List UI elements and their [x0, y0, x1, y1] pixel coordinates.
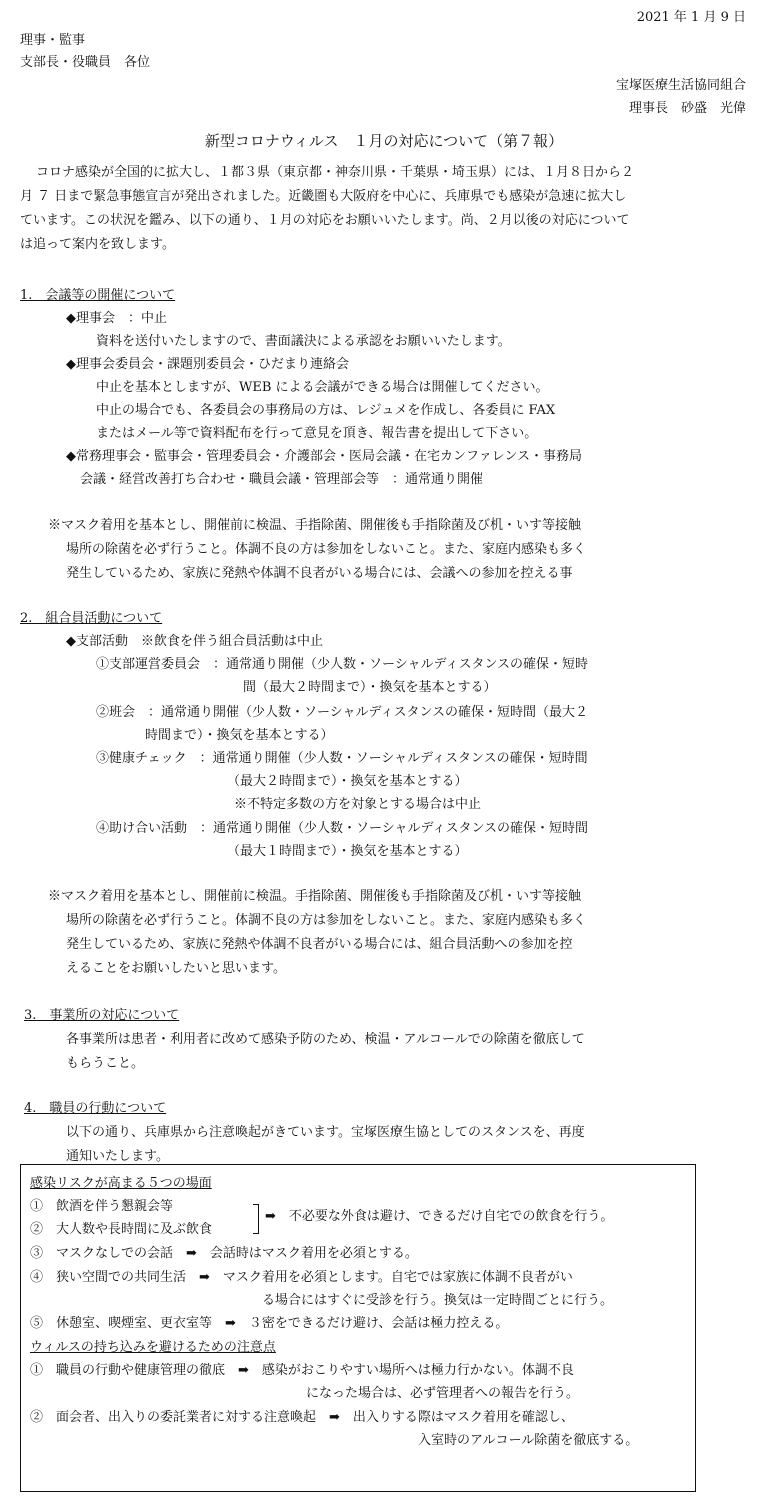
- box-precaution-item: ① 職員の行動や健康管理の徹底 ➡ 感染がおこりやすい場所へは極力行かない。体調不良: [30, 1363, 574, 1378]
- box-risk-item: ③ マスクなしでの会話 ➡ 会話時はマスク着用を必須とする。: [30, 1246, 418, 1261]
- section-3-line: 各事業所は患者・利用者に改めて感染予防のため、検温・アルコールでの除菌を徹底して: [66, 1032, 585, 1047]
- box-heading-precautions: ウィルスの持ち込みを避けるための注意点: [30, 1340, 276, 1355]
- section-2-line: （最大１時間まで）・換気を基本とする）: [227, 844, 468, 859]
- bracket-icon: [253, 1204, 259, 1234]
- recipient-line-2: 支部長・役職員 各位: [20, 55, 151, 70]
- section-1-line: 会議・経営改善打ち合わせ・職員会議・管理部会等 ：通常通り開催: [80, 472, 484, 487]
- section-4-line: 以下の通り、兵庫県から注意喚起がきています。宝塚医療生協としてのスタンスを、再度: [66, 1125, 585, 1140]
- section-2-line: 時間まで）・換気を基本とする）: [145, 728, 334, 743]
- section-2-note: 発生しているため、家族に発熱や体調不良者がいる場合には、組合員活動への参加を控: [66, 937, 573, 952]
- section-1-heading: 1. 会議等の開催について: [20, 288, 176, 303]
- box-risk-item: ② 大人数や長時間に及ぶ飲食: [30, 1222, 213, 1237]
- section-1-line: ◆常務理事会・監事会・管理委員会・介護部会・医局会議・在宅カンファレンス・事務局: [66, 449, 583, 464]
- section-2-line: ◆支部活動 ※飲食を伴う組合員活動は中止: [66, 634, 323, 649]
- section-2-line: 間（最大２時間まで）・換気を基本とする）: [243, 680, 497, 695]
- recipient-line-1: 理事・監事: [20, 33, 86, 48]
- section-1-note: 発生しているため、家族に発熱や体調不良者がいる場合には、会議への参加を控える事: [66, 566, 573, 581]
- section-3-heading: 3. 事業所の対応について: [24, 1008, 180, 1023]
- section-4-line: 通知いたします。: [66, 1149, 169, 1164]
- section-2-line: （最大２時間まで）・換気を基本とする）: [227, 774, 468, 789]
- section-2-line: ④助け合い活動 ：通常通り開催（少人数・ソーシャルディスタンスの確保・短時間: [96, 821, 589, 836]
- section-4-heading: 4. 職員の行動について: [24, 1101, 167, 1116]
- intro-line: 月 ７ 日まで緊急事態宣言が発出されました。近畿圏も大阪府を中心に、兵庫県でも感染が急速に拡大し: [20, 189, 627, 204]
- section-2-note: 場所の除菌を必ず行うこと。体調不良の方は参加をしないこと。また、家庭内感染も多く: [66, 913, 587, 928]
- section-1-line: またはメール等で資料配布を行って意見を頂き、報告書を提出して下さい。: [96, 426, 538, 441]
- box-risk-item: ④ 狭い空間での共同生活 ➡ マスク着用を必須とします。自宅では家族に体調不良者がい: [30, 1270, 573, 1285]
- box-risk-item: ⑤ 休憩室、喫煙室、更衣室等 ➡ ３密をできるだけ避け、会話は極力控える。: [30, 1316, 509, 1331]
- box-precaution-item-continued: になった場合は、必ず管理者への報告を行う。: [306, 1386, 580, 1401]
- section-1-line: 中止を基本としますが、WEB による会議ができる場合は開催してください。: [96, 380, 549, 395]
- box-risk-action: ➡ 不必要な外食は避け、できるだけ自宅での飲食を行う。: [265, 1209, 614, 1224]
- section-1-line: ◆理事会 ：中止: [66, 311, 167, 326]
- document-date: 2021 年 1 月 9 日: [636, 10, 746, 25]
- sender-organization: 宝塚医療生活協同組合: [615, 78, 746, 93]
- intro-line: は追って案内を致します。: [20, 237, 175, 252]
- box-precaution-item: ② 面会者、出入りの委託業者に対する注意喚起 ➡ 出入りする際はマスク着用を確認し、: [30, 1410, 574, 1425]
- section-2-note: ※マスク着用を基本とし、開催前に検温。手指除菌、開催後も手指除菌及び机・いす等接触: [48, 889, 582, 904]
- section-1-line: 資料を送付いたしますので、書面議決による承認をお願いいたします。: [96, 334, 511, 349]
- section-2-line: ②班会 ：通常通り開催（少人数・ソーシャルディスタンスの確保・短時間（最大２: [96, 705, 589, 720]
- section-1-line: 中止の場合でも、各委員会の事務局の方は、レジュメを作成し、各委員に FAX: [96, 403, 556, 418]
- section-3-line: もらうこと。: [66, 1056, 145, 1071]
- section-2-line: ※不特定多数の方を対象とする場合は中止: [234, 797, 482, 812]
- box-risk-item-continued: る場合にはすぐに受診を行う。換気は一定時間ごとに行う。: [262, 1293, 614, 1308]
- box-heading-risk-scenes: 感染リスクが高まる５つの場面: [30, 1176, 212, 1191]
- page-title: 新型コロナウィルス １月の対応について（第７報）: [204, 132, 564, 150]
- section-2-heading: 2. 組合員活動について: [20, 611, 163, 626]
- intro-line: ています。この状況を鑑み、以下の通り、１月の対応をお願いいたします。尚、２月以後の対応について: [20, 213, 630, 228]
- box-precaution-item-continued: 入室時のアルコール除菌を徹底する。: [418, 1433, 639, 1448]
- sender-name: 理事長 砂盛 光偉: [628, 101, 746, 116]
- intro-line: コロナ感染が全国的に拡大し、１都３県（東京都・神奈川県・千葉県・埼玉県）には、１月８日から２: [36, 165, 635, 180]
- section-2-note: えることをお願いしたいと思います。: [66, 961, 286, 976]
- section-2-line: ①支部運営委員会 ：通常通り開催（少人数・ソーシャルディスタンスの確保・短時: [96, 657, 589, 672]
- section-1-line: ◆理事会委員会・課題別委員会・ひだまり連絡会: [66, 357, 349, 372]
- section-2-line: ③健康チェック ：通常通り開催（少人数・ソーシャルディスタンスの確保・短時間: [96, 751, 588, 766]
- box-risk-item: ① 飲酒を伴う懇親会等: [30, 1199, 174, 1214]
- section-1-note: ※マスク着用を基本とし、開催前に検温、手指除菌、開催後も手指除菌及び机・いす等接触: [48, 518, 582, 533]
- section-1-note: 場所の除菌を必ず行うこと。体調不良の方は参加をしないこと。また、家庭内感染も多く: [66, 542, 587, 557]
